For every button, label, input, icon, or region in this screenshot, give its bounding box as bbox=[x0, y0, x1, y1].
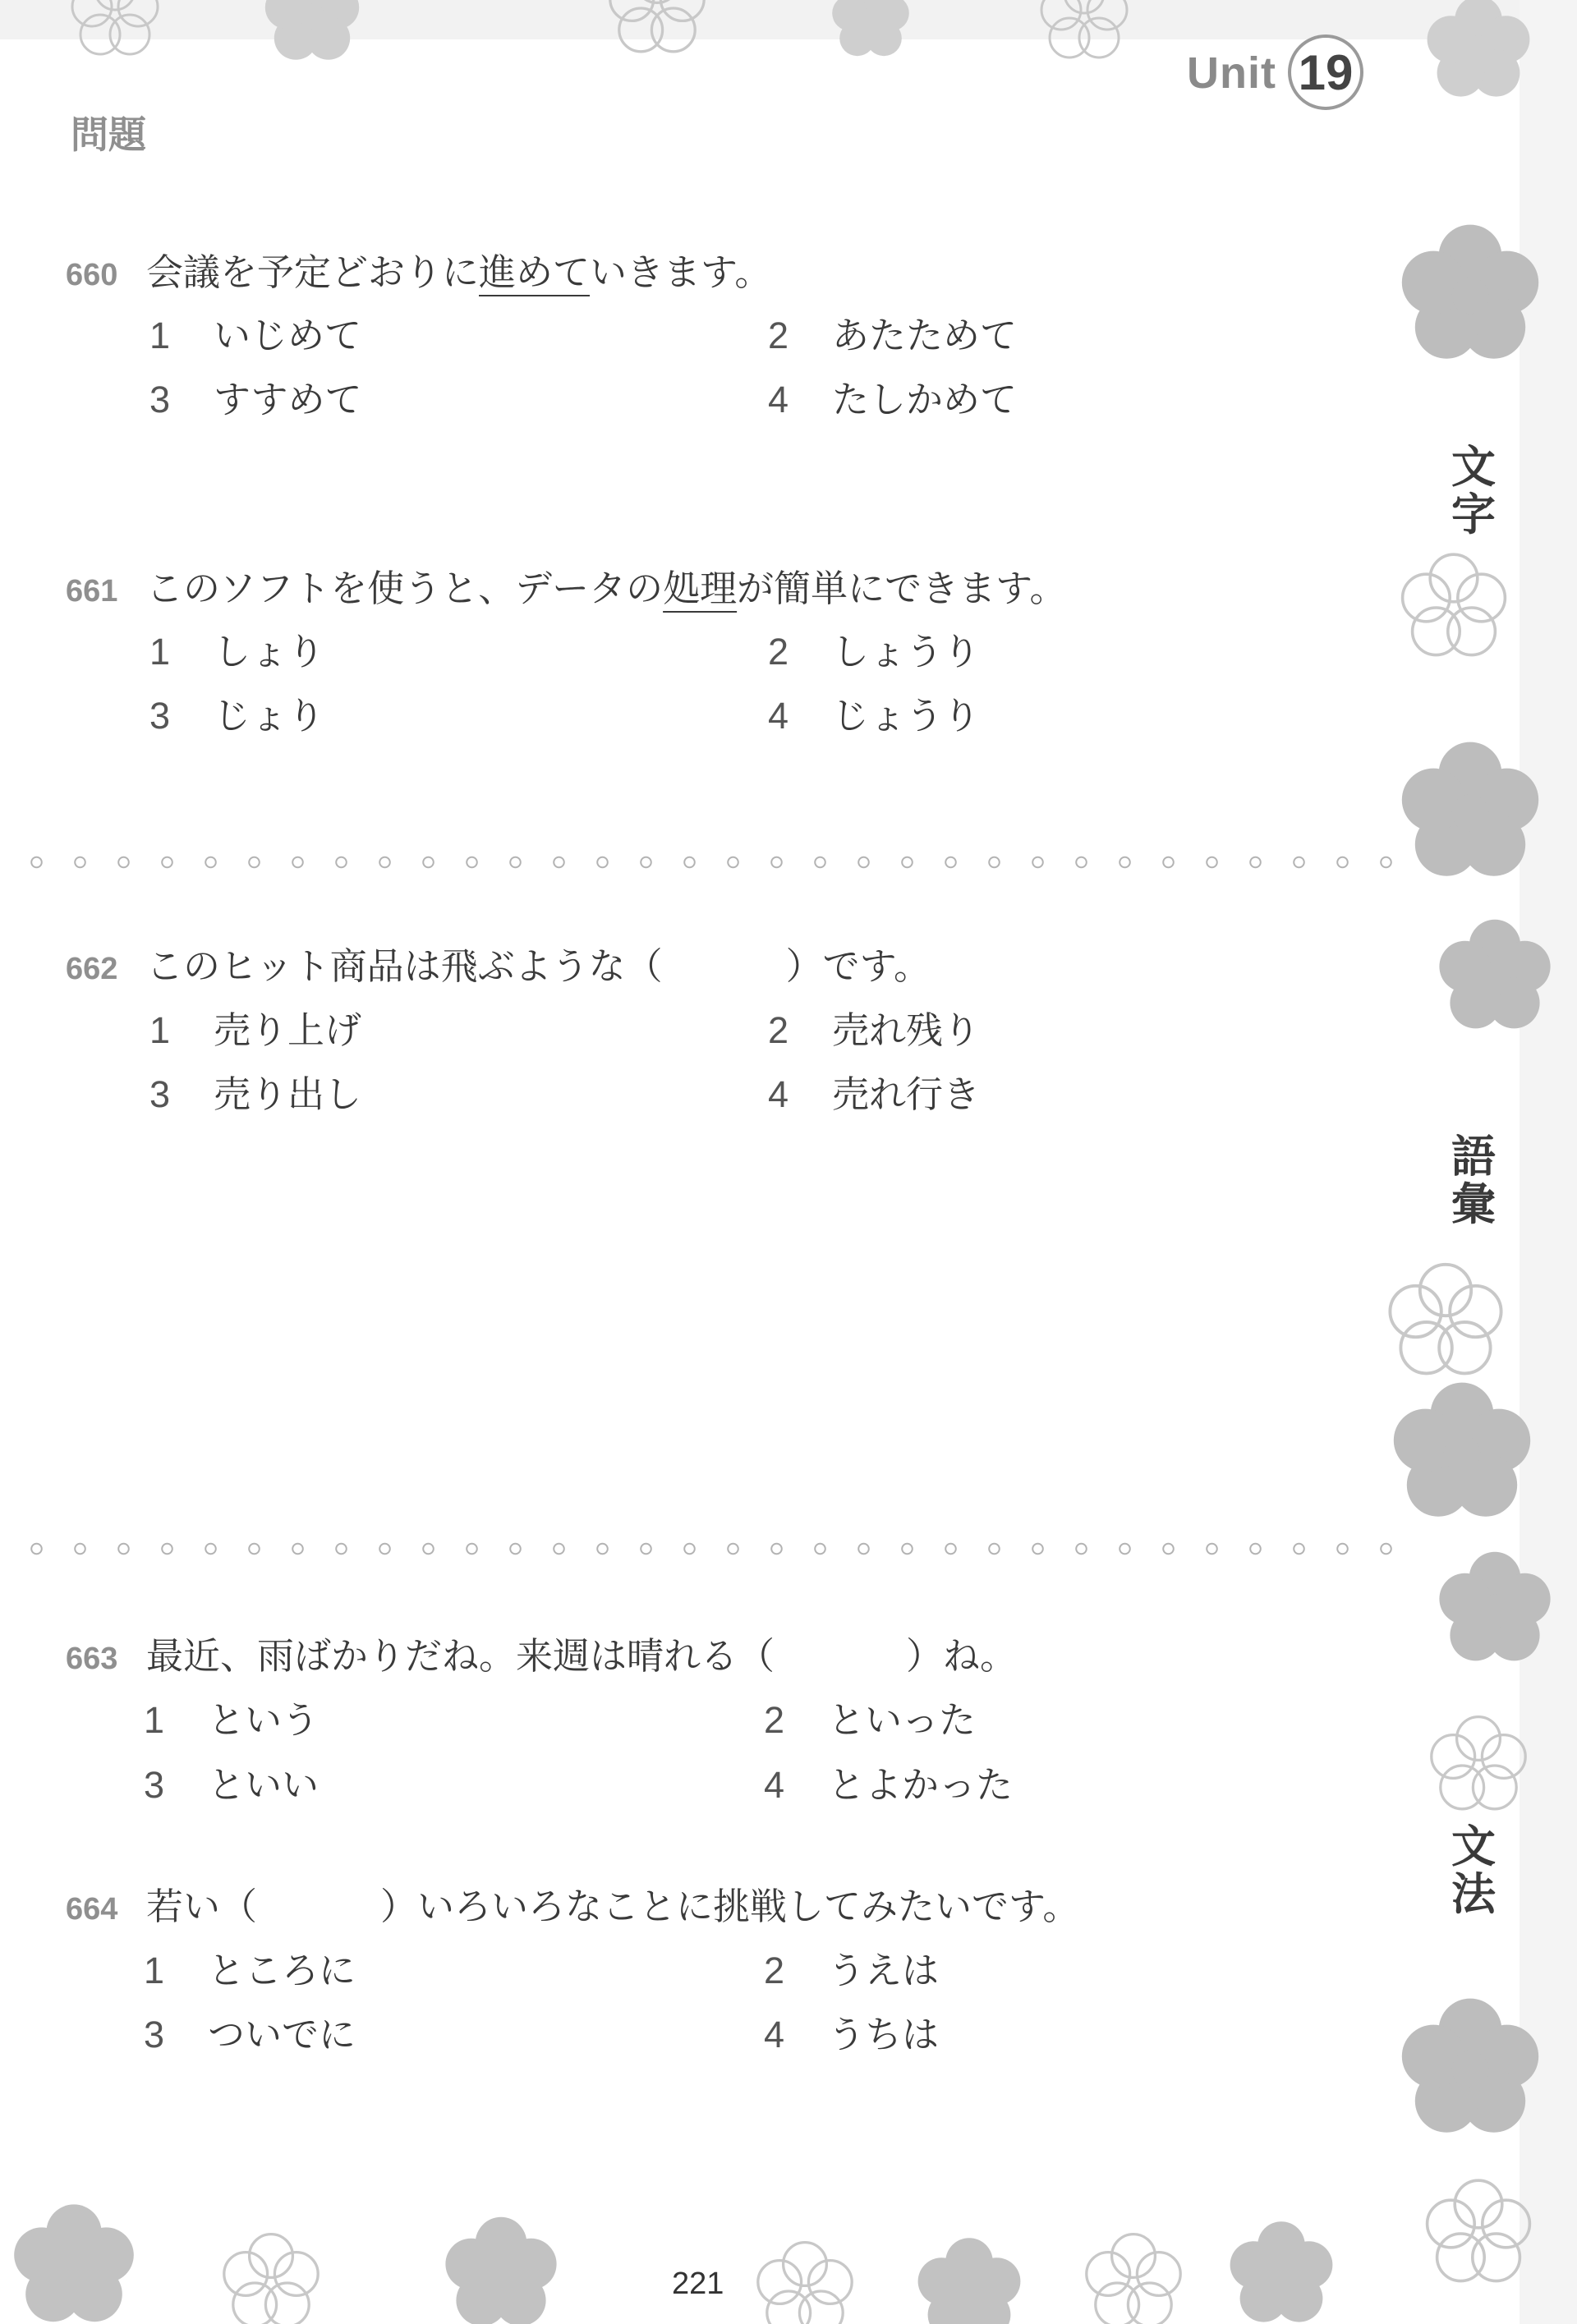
side-label-goi: 語 彙 bbox=[1451, 1131, 1496, 1230]
option[interactable]: 2 しょうり bbox=[768, 630, 981, 673]
option[interactable]: 2 売れ残り bbox=[768, 1008, 981, 1052]
underlined-word: 処理 bbox=[663, 567, 738, 610]
option[interactable]: 1 いじめて bbox=[149, 314, 362, 357]
page-number: 221 bbox=[672, 2267, 724, 2301]
question-660: 660 会議を予定どおりに進めていきます。 bbox=[66, 250, 772, 294]
question-number: 664 bbox=[66, 1892, 118, 1927]
option[interactable]: 4 とよかった bbox=[764, 1763, 1014, 1807]
option[interactable]: 2 うえは bbox=[764, 1949, 940, 1992]
side-label-bunpo: 文 法 bbox=[1451, 1821, 1496, 1920]
option[interactable]: 2 といった bbox=[764, 1698, 977, 1742]
question-number: 661 bbox=[66, 574, 118, 609]
option[interactable]: 1 売り上げ bbox=[149, 1008, 362, 1052]
option[interactable]: 4 売れ行き bbox=[768, 1072, 981, 1116]
underlined-word: 進めて bbox=[479, 250, 591, 294]
question-number: 662 bbox=[66, 952, 118, 986]
unit-label: Unit bbox=[1187, 48, 1276, 98]
option[interactable]: 4 うちは bbox=[764, 2013, 940, 2056]
question-664: 664 若い（ ）いろいろなことに挑戦してみたいです。 bbox=[66, 1885, 1080, 1928]
section-divider bbox=[15, 853, 1403, 871]
question-663: 663 最近、雨ばかりだね。来週は晴れる（ ）ね。 bbox=[66, 1634, 1018, 1678]
option[interactable]: 1 しょり bbox=[149, 630, 325, 673]
question-661: 661 このソフトを使うと、データの処理が簡単にできます。 bbox=[66, 567, 1067, 610]
option[interactable]: 3 ついでに bbox=[144, 2013, 356, 2056]
section-divider bbox=[15, 1540, 1403, 1558]
section-title: 問題 bbox=[71, 113, 146, 157]
option[interactable]: 1 という bbox=[144, 1698, 320, 1742]
option[interactable]: 3 すすめて bbox=[149, 378, 362, 421]
option[interactable]: 4 じょうり bbox=[768, 694, 981, 737]
question-number: 660 bbox=[66, 258, 118, 292]
question-662: 662 このヒット商品は飛ぶような（ ）です。 bbox=[66, 944, 931, 988]
option[interactable]: 3 といい bbox=[144, 1763, 320, 1807]
unit-number: 19 bbox=[1288, 34, 1363, 110]
option[interactable]: 3 じょり bbox=[149, 694, 325, 737]
option[interactable]: 3 売り出し bbox=[149, 1072, 362, 1116]
option[interactable]: 1 ところに bbox=[144, 1949, 356, 1992]
option[interactable]: 4 たしかめて bbox=[768, 378, 1018, 421]
question-number: 663 bbox=[66, 1642, 118, 1676]
side-label-moji: 文 字 bbox=[1451, 441, 1496, 540]
option[interactable]: 2 あたためて bbox=[768, 314, 1018, 357]
